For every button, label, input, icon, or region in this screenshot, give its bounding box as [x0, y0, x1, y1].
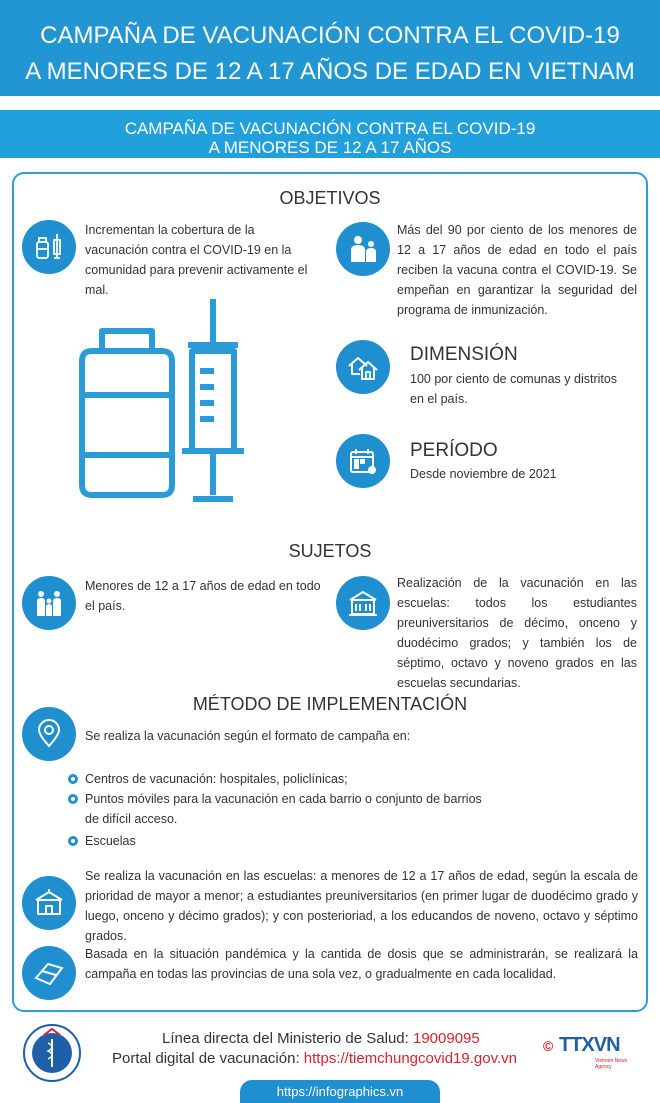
- metodo-bullet: [67, 831, 487, 851]
- periodo-title: PERÍODO: [410, 440, 498, 461]
- school-building-icon: [336, 576, 390, 630]
- metodo-title: MÉTODO DE IMPLEMENTACIÓN: [192, 694, 468, 714]
- metodo-bullet: [67, 789, 487, 829]
- metodo-bullet-text: Puntos móviles para la vacunación en cada barrio o conjunto de barrios de difícil acceso.: [85, 792, 482, 826]
- main-title-line2: A MENORES DE 12 A 17 AÑOS DE EDAD EN VIETNAM: [25, 58, 635, 85]
- sub-title-line2: A MENORES DE 12 A 17 AÑOS: [208, 138, 452, 157]
- metodo-situation-text: Basada en la situación pandémica y la cantida de dosis que se administrarán, se realizará la campaña en todas las provincias de una sola vez, o gradualmente en cada localidad.: [85, 947, 638, 981]
- objetivos-right-text: Más del 90 por ciento de los menores de 12 a 17 años de edad en todo el país reciben la vacuna contra el COVID-19. Se empeñan en garantizar la seguridad del programa de inmunización.: [397, 223, 637, 317]
- dimension-text: 100 por ciento de comunas y distritos en el país.: [410, 372, 618, 406]
- houses-icon: [336, 340, 390, 394]
- people-icon: [336, 222, 390, 276]
- ttxvn-subtitle: Vietnam News Agency: [595, 1058, 628, 1070]
- vaccine-vial-icon: [22, 220, 76, 274]
- metodo-bullet-text: Escuelas: [85, 834, 136, 848]
- ttxvn-logo: [543, 1034, 643, 1070]
- main-title-line1: CAMPAÑA DE VACUNACIÓN CONTRA EL COVID-19: [40, 22, 620, 49]
- hotline-number[interactable]: 19009095: [412, 1030, 480, 1047]
- main-header: [0, 0, 660, 96]
- map-icon: [22, 946, 76, 1000]
- family-icon: [22, 576, 76, 630]
- metodo-bullet: [67, 769, 487, 789]
- dimension-title: DIMENSIÓN: [410, 344, 518, 365]
- portal-line: [112, 1050, 517, 1067]
- gear-bullet-icon: [67, 773, 79, 785]
- sujetos-title: SUJETOS: [288, 541, 372, 561]
- sujetos-right-text: Realización de la vacunación en las escuelas: todos los estudiantes preuniversitarios de décimo, onceno y duodécimo grados; y también los de séptimo, octavo y noveno grados en las escuelas secundarias.: [397, 576, 637, 690]
- hotline-label: Línea directa del Ministerio de Salud:: [162, 1030, 413, 1047]
- sujetos-left-text: Menores de 12 a 17 años de edad en todo el país.: [85, 579, 321, 613]
- portal-label: Portal digital de vacunación:: [112, 1050, 304, 1067]
- location-pin-icon: [22, 707, 76, 761]
- gear-bullet-icon: [67, 835, 79, 847]
- calendar-icon: [336, 434, 390, 488]
- sub-title-line1: CAMPAÑA DE VACUNACIÓN CONTRA EL COVID-19: [124, 119, 536, 138]
- infographics-url[interactable]: https://infographics.vn: [240, 1080, 440, 1103]
- objetivos-left-text: Incrementan la cobertura de la vacunación contra el COVID-19 en la comunidad para prevenir activamente el mal.: [85, 223, 308, 297]
- periodo-text: Desde noviembre de 2021: [410, 467, 557, 481]
- metodo-intro: Se realiza la vacunación según el formato de campaña en:: [85, 729, 411, 743]
- ttxvn-wordmark: TTXVN: [559, 1034, 620, 1056]
- hotline-line: [162, 1030, 480, 1047]
- metodo-schools-text: Se realiza la vacunación en las escuelas: a menores de 12 a 17 años de edad, según la escala de prioridad de mayor a menor; a estudiantes preuniversitarios (en primer lugar de duodécimo grado y luego, onceno y décimo grados); y con posterioriad, a los educandos de noveno, octavo y séptimo grados.: [85, 869, 638, 943]
- vaccine-vial-syringe-illustration: [78, 295, 254, 517]
- copyright-symbol: ©: [543, 1038, 554, 1054]
- ministry-of-health-logo: [22, 1023, 82, 1083]
- sub-header: [0, 110, 660, 158]
- portal-link[interactable]: https://tiemchungcovid19.gov.vn: [303, 1050, 517, 1067]
- school-icon: [22, 876, 76, 930]
- gear-bullet-icon: [67, 793, 79, 805]
- objetivos-title: OBJETIVOS: [279, 188, 381, 208]
- metodo-bullet-text: Centros de vacunación: hospitales, policlínicas;: [85, 772, 348, 786]
